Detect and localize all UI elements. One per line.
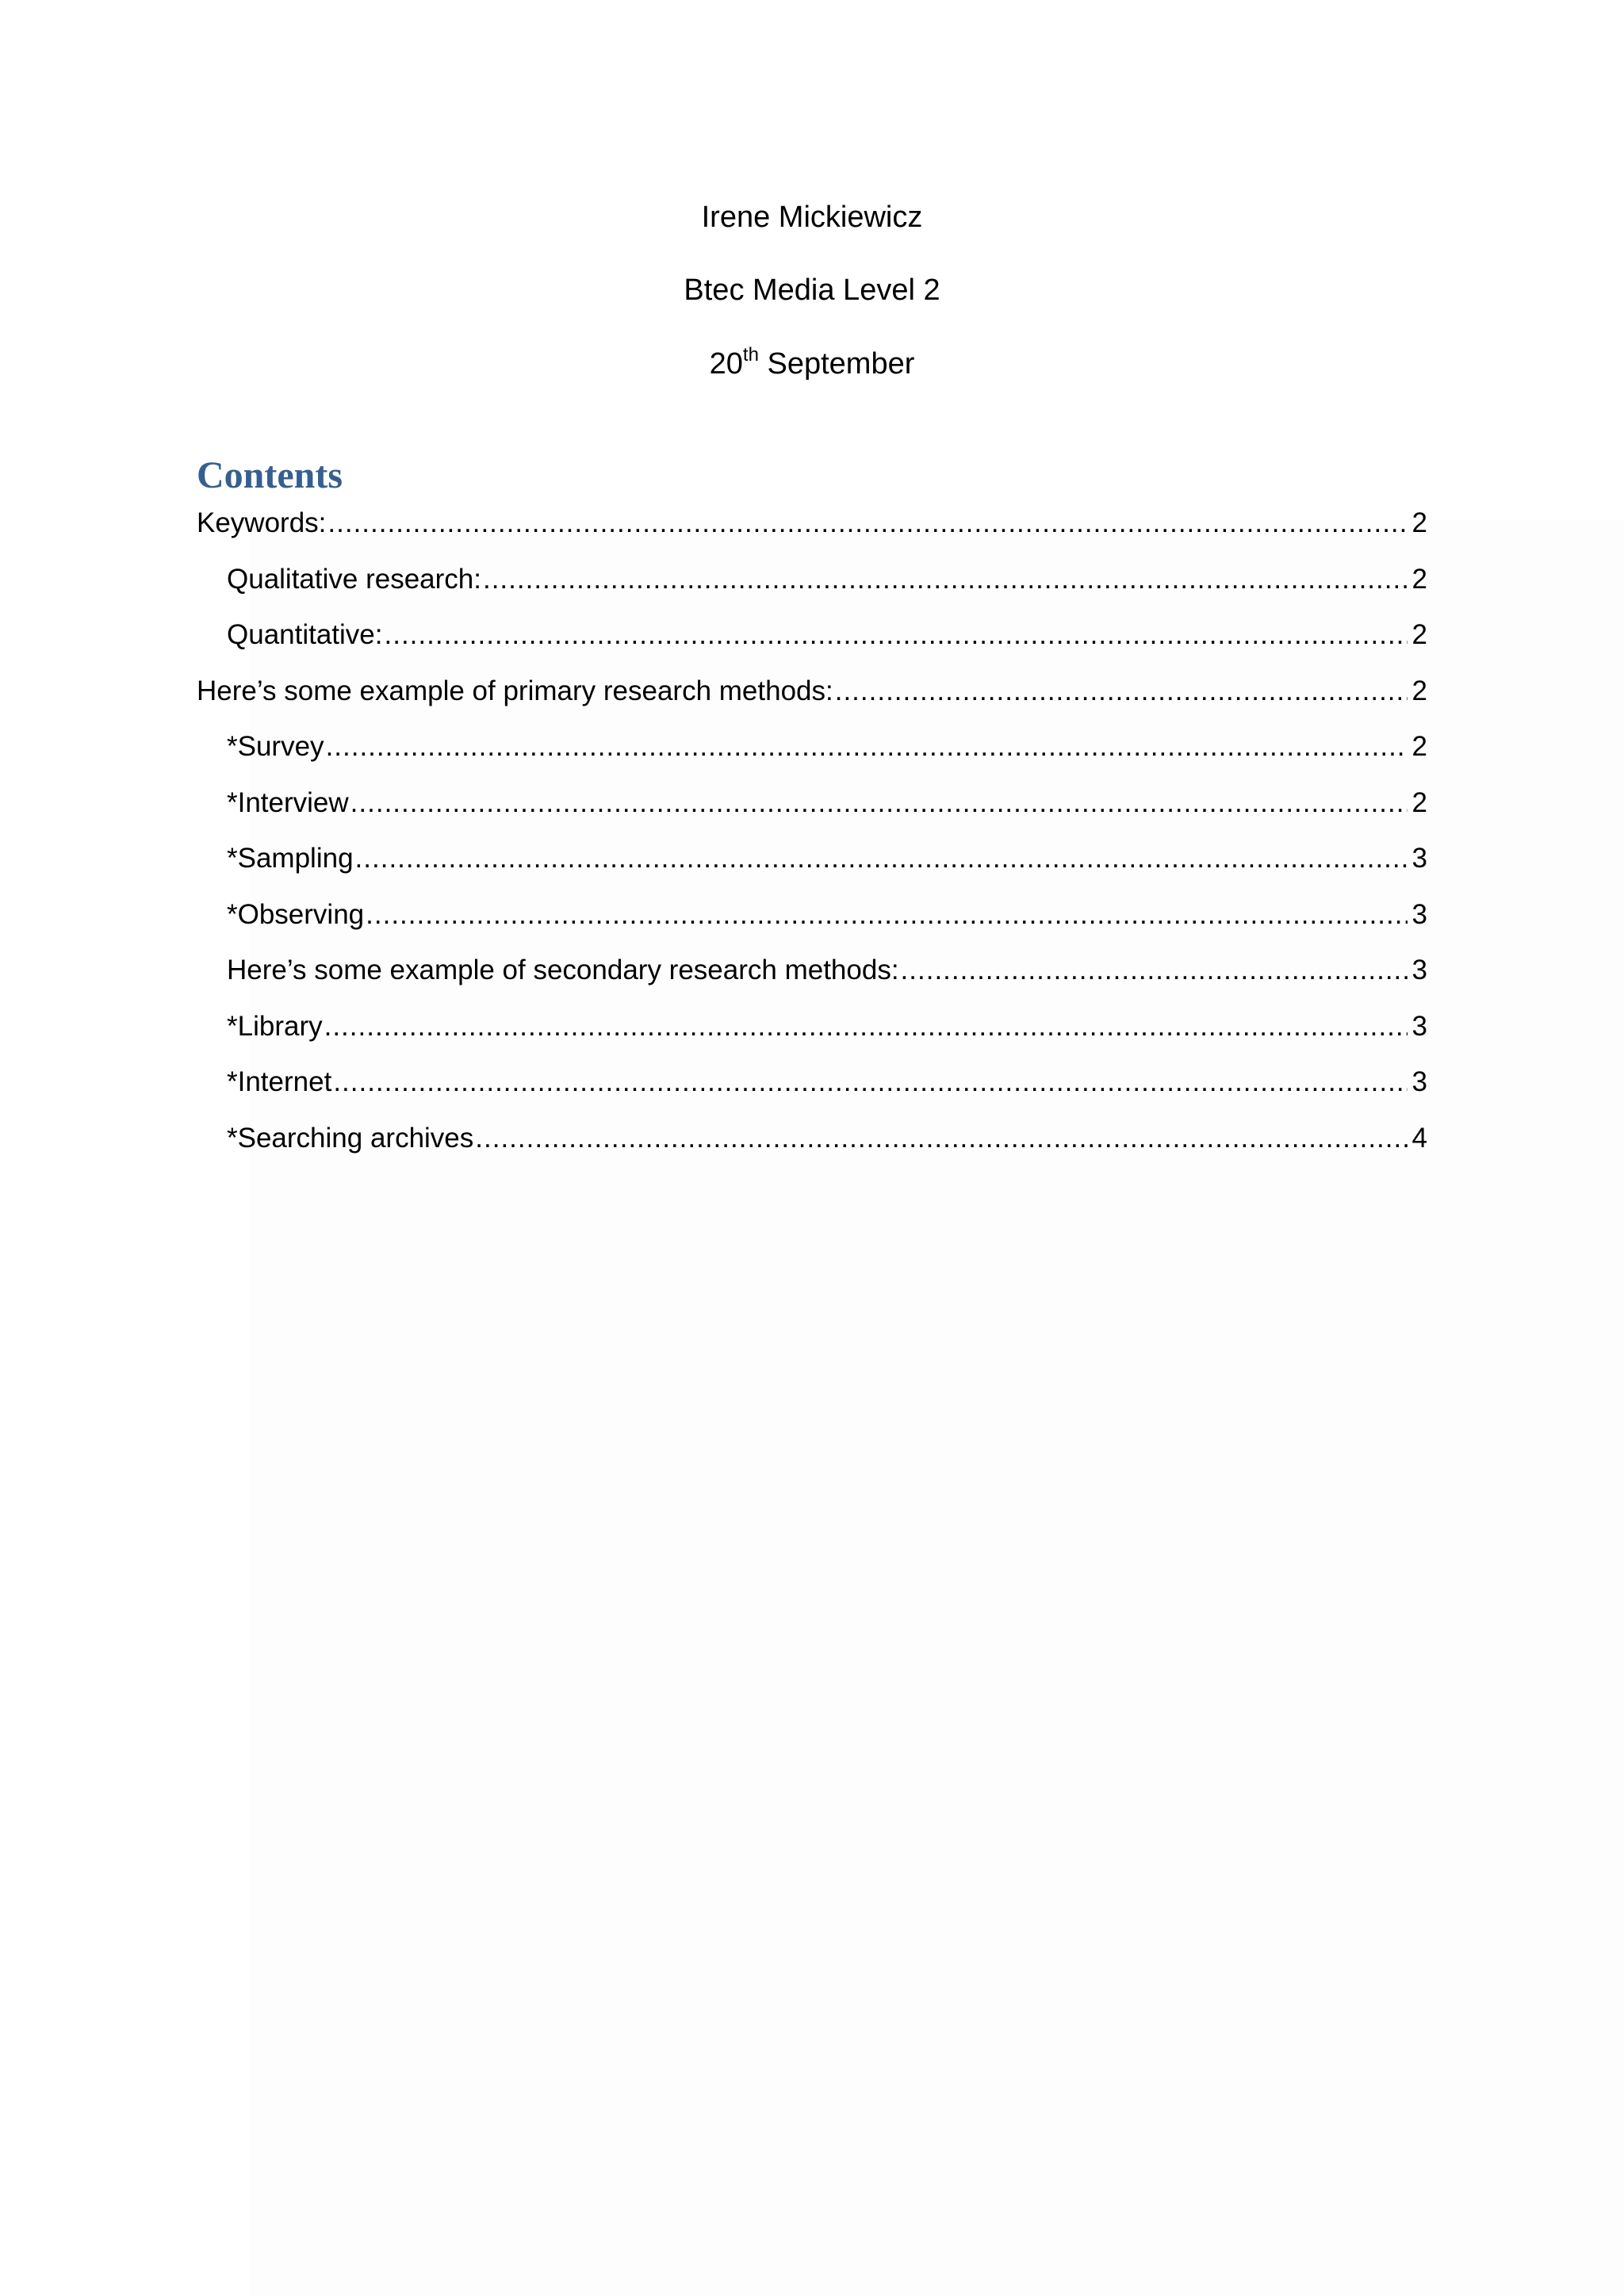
toc-entry-page: 3 — [1411, 1010, 1427, 1042]
toc-entry-page: 2 — [1411, 731, 1427, 762]
toc-leader — [350, 784, 1408, 822]
date-line — [0, 346, 1624, 381]
toc-entry-label: *Interview — [227, 786, 349, 818]
toc-entry-page: 2 — [1411, 619, 1427, 650]
toc-entry[interactable] — [197, 1119, 1427, 1176]
toc-entry-label: *Sampling — [227, 843, 354, 874]
toc-entry[interactable] — [197, 504, 1427, 561]
toc-leader — [901, 951, 1408, 989]
toc-entry-page: 2 — [1411, 786, 1427, 818]
toc-leader — [327, 504, 1407, 542]
toc-entry-page: 3 — [1411, 1066, 1427, 1097]
toc-entry[interactable] — [197, 561, 1427, 617]
toc-entry[interactable] — [197, 896, 1427, 952]
toc-entry[interactable] — [197, 1008, 1427, 1064]
toc-leader — [355, 840, 1408, 878]
toc-leader — [366, 896, 1407, 934]
toc-entry-label: *Searching archives — [227, 1122, 474, 1154]
toc-entry-page: 4 — [1411, 1122, 1427, 1154]
toc-entry-label: Here’s some example of secondary research methods: — [227, 955, 899, 985]
toc-entry-page: 2 — [1411, 507, 1427, 538]
toc-leader — [333, 1063, 1407, 1101]
toc-entry[interactable] — [197, 1063, 1427, 1119]
toc-entry-label: Quantitative: — [227, 619, 383, 650]
toc-entry[interactable] — [197, 951, 1427, 1008]
toc-leader — [483, 561, 1408, 599]
toc-entry-label: *Survey — [227, 731, 324, 762]
toc-entry-label: *Internet — [227, 1066, 332, 1097]
toc-leader — [326, 728, 1408, 766]
toc-entry-page: 3 — [1411, 843, 1427, 874]
toc-leader — [324, 1008, 1408, 1046]
toc-entry[interactable] — [197, 672, 1427, 729]
toc-entry-label: *Library — [227, 1010, 323, 1042]
author-name: Irene Mickiewicz — [701, 201, 923, 234]
course-title: Btec Media Level 2 — [684, 274, 940, 307]
toc-entry[interactable] — [197, 728, 1427, 784]
toc-leader — [835, 672, 1408, 710]
date-suffix: th — [742, 344, 759, 365]
contents-heading: Contents — [197, 454, 343, 496]
toc-entry-page: 2 — [1411, 563, 1427, 595]
toc-entry[interactable] — [197, 784, 1427, 840]
toc-entry[interactable] — [197, 840, 1427, 896]
toc-entry-label: Keywords: — [197, 507, 327, 538]
toc-leader — [475, 1119, 1407, 1158]
toc-entry[interactable] — [197, 616, 1427, 672]
toc-entry-page: 3 — [1411, 955, 1427, 985]
toc-entry-label: Qualitative research: — [227, 563, 481, 595]
toc-leader — [385, 616, 1408, 654]
date-month: September — [767, 347, 915, 381]
toc-entry-label: Here’s some example of primary research methods: — [197, 675, 833, 706]
toc-entry-page: 3 — [1411, 898, 1427, 930]
table-of-contents — [197, 504, 1427, 1175]
date-day: 20 — [709, 347, 743, 381]
toc-entry-label: *Observing — [227, 898, 365, 930]
toc-entry-page: 2 — [1411, 675, 1427, 706]
